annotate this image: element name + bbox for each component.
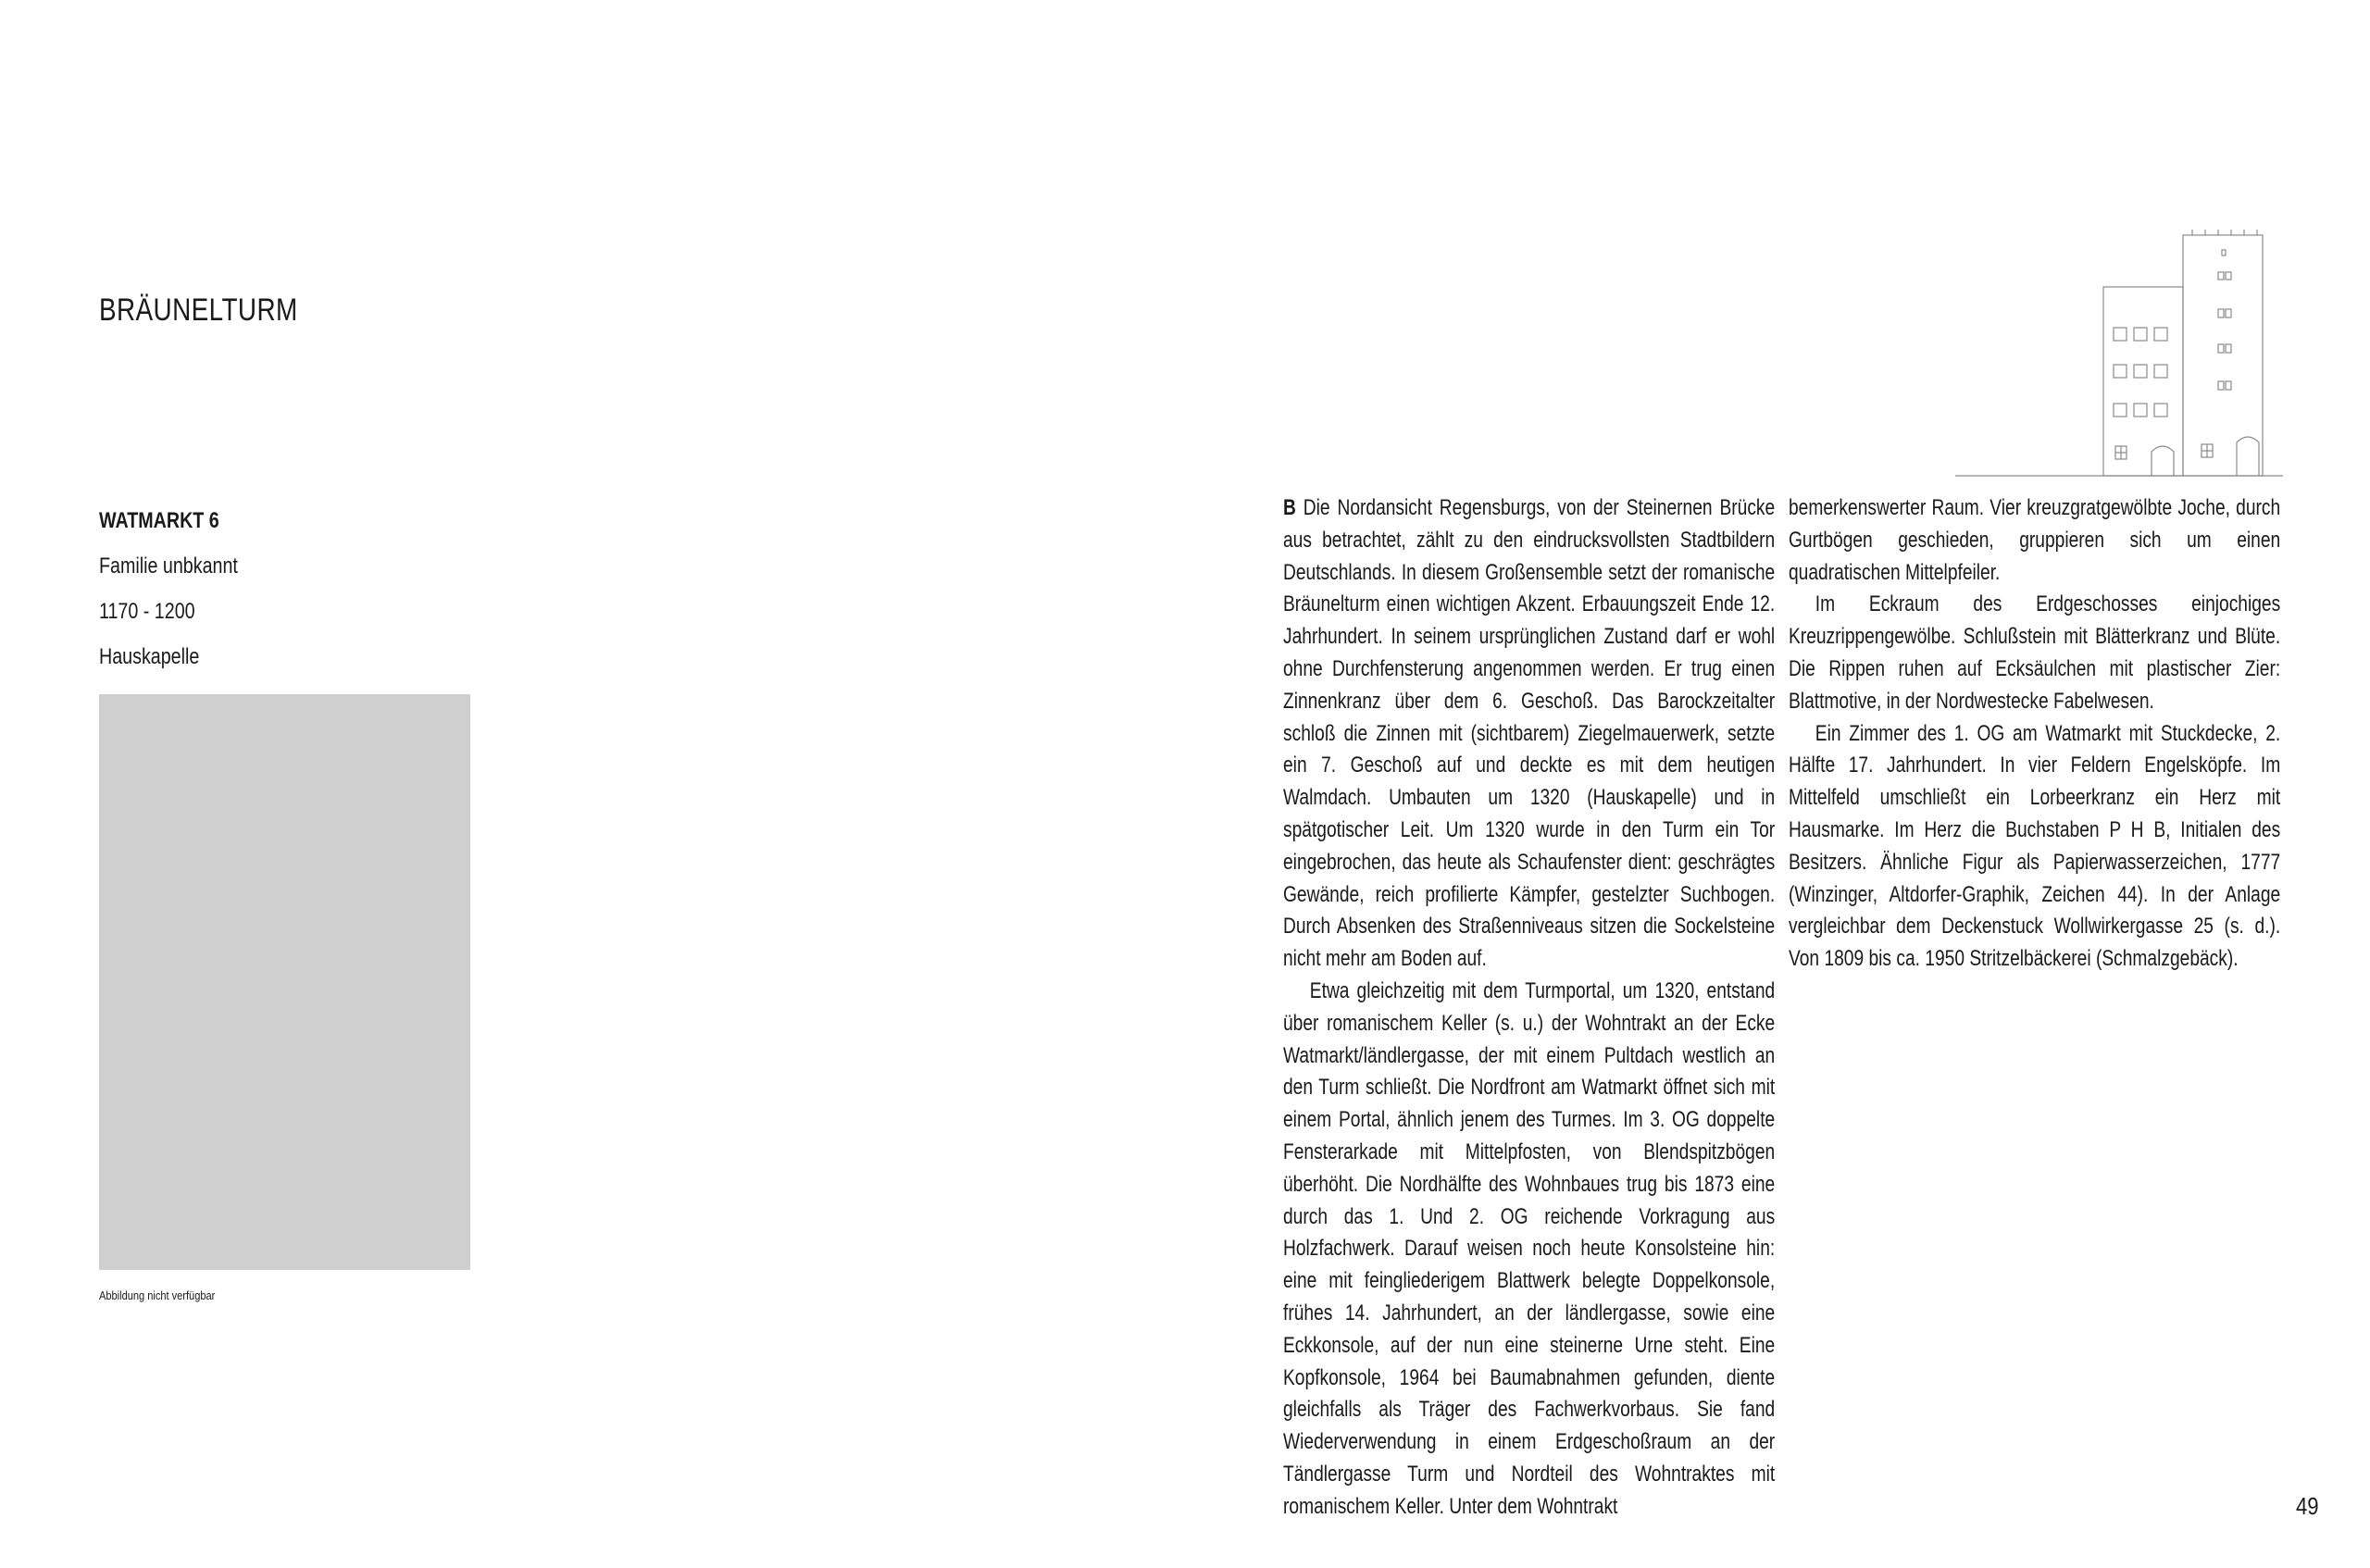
page-title: BRÄUNELTURM — [99, 292, 298, 328]
text-column-2 — [1789, 492, 2280, 976]
owner: Familie unbkannt — [99, 554, 238, 579]
feature: Hauskapelle — [99, 644, 200, 669]
page-number: 49 — [2296, 1492, 2319, 1520]
paragraph: Ein Zimmer des 1. OG am Watmarkt mit Stuckdecke, 2. Hälfte 17. Jahrhundert. In vier Feldern Engelsköpfe. Im Mittelfeld umschließt ein Lorbeerkranz ein Herz mit Hausmarke. Im Herz die Buchstaben P H B, Initialen des Besitzers. Ähnliche Figur als Papierwasserzeichen, 1777 (Winzinger, Altdorfer-Graphik, Zeichen 44). In der Anlage vergleichbar dem Deckenstuck Wollwirkergasse 25 (s. d.). Von 1809 bis ca. 1950 Stritzelbäckerei (Schmalzgebäck). — [1789, 720, 2281, 972]
text-column-1 — [1283, 492, 1775, 1524]
paragraph: Etwa gleichzeitig mit dem Turmportal, um 1320, entstand über romanischem Keller (s. u.) der Wohntrakt an der Ecke Watmarkt/ländlergasse, der mit einem Pultdach westlich an den Turm schließt. Die Nordfront am Watmarkt öffnet sich mit einem Portal, ähnlich jenem des Turmes. Im 3. OG doppelte Fensterarkade mit Mittelpfosten, von Blendspitzbögen überhöht. Die Nordhälfte des Wohnbaues trug bis 1873 eine durch das 1. Und 2. OG reichende Vorkragung aus Holzfachwerk. Darauf weisen noch heute Konsolsteine hin: eine mit feingliederigem Blattwerk belegte Doppelkonsole, frühes 14. Jahrhundert, an der ländlergasse, sowie eine Eckkonsole, auf der nun eine steinerne Urne steht. Eine Kopfkonsole, 1964 bei Baumabnahmen gefunden, diente gleichfalls als Träger des Fachwerkvorbaus. Sie fand Wiederverwendung in einem Erdgeschoßraum an der Tändlergasse Turm und Nordteil des Wohntraktes mit romanischem Keller. Unter dem Wohntrakt — [1283, 977, 1776, 1519]
paragraph-text: Die Nordansicht Regensburgs, von der Steinernen Brücke aus betrachtet, zählt zu den eindrucksvollsten Stadtbildern Deutschlands. In diesem Großensemble setzt der romanische Bräunelturm einen wichtigen Akzent. Erbauungszeit Ende 12. Jahrhundert. In seinem ursprünglichen Zustand darf er wohl ohne Durchfensterung angenommen werden. Er trug einen Zinnenkranz über dem 6. Geschoß. Das Barockzeitalter schloß die Zinnen mit (sichtbarem) Ziegelmauerwerk, setzte ein 7. Geschoß auf und deckte es mit dem heutigen Walmdach. Umbauten um 1320 (Hauskapelle) und in spätgotischer Leit. Um 1320 wurde in den Turm ein Tor eingebrochen, das heute als Schaufenster dient: geschrägtes Gewände, reich profilierte Kämpfer, gestelzter Suchbogen. Durch Absenken des Straßenniveaus sitzen die Sockelsteine nicht mehr am Boden auf. — [1283, 495, 1776, 972]
building-elevation-drawing — [1953, 230, 2287, 479]
date-range: 1170 - 1200 — [99, 599, 195, 624]
address: WATMARKT 6 — [99, 508, 219, 533]
image-placeholder — [99, 694, 470, 1270]
image-caption: Abbildung nicht verfügbar — [99, 1288, 216, 1302]
paragraph — [1283, 492, 1775, 976]
paragraph: bemerkenswerter Raum. Vier kreuzgratgewölbte Joche, durch Gurtbögen geschieden, gruppieren sich um einen quadratischen Mittelpfeiler. — [1789, 495, 2281, 585]
paragraph: Im Eckraum des Erdgeschosses einjochiges Kreuzrippengewölbe. Schlußstein mit Blätterkranz und Blüte. Die Rippen ruhen auf Ecksäulchen mit plastischer Zier: Blattmotive, in der Nordwestecke Fabelwesen. — [1789, 591, 2281, 714]
building-meta — [99, 498, 238, 679]
lead-letter: B — [1283, 495, 1296, 520]
